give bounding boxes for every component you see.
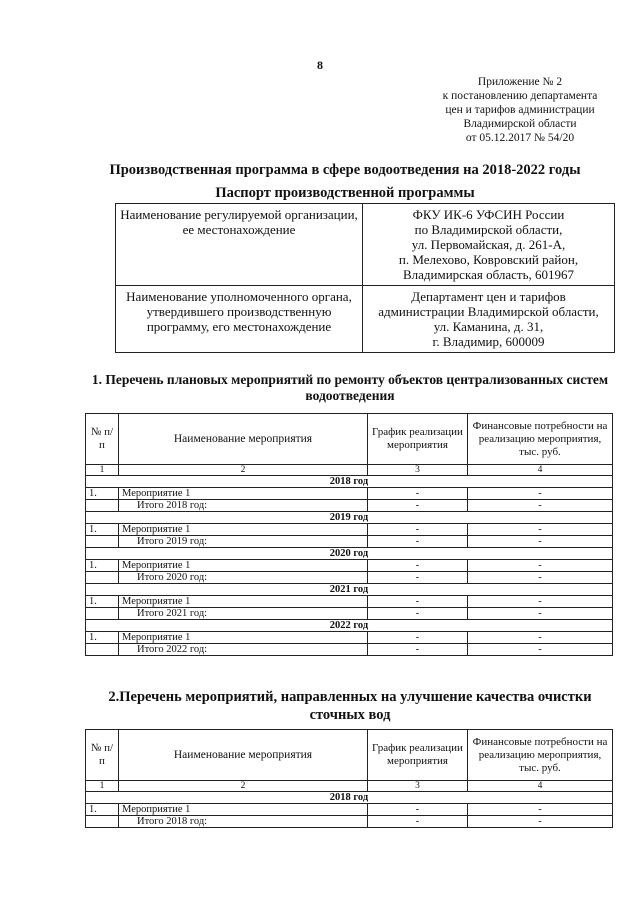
- empty-cell: [86, 536, 119, 548]
- column-number-row: [86, 465, 613, 476]
- header-cell: № п/п: [86, 414, 119, 465]
- value-line: администрации Владимирской области,: [378, 304, 599, 319]
- header-cell: Наименование мероприятия: [119, 730, 368, 781]
- table-row: [86, 488, 613, 500]
- item-name: Мероприятие 1: [119, 488, 368, 500]
- value-line: ул. Первомайская, д. 261-А,: [411, 237, 566, 252]
- schedule-cell: -: [368, 524, 468, 536]
- year-row: [86, 584, 613, 596]
- schedule-cell: -: [368, 816, 468, 828]
- total-row: [86, 500, 613, 512]
- total-row: [86, 644, 613, 656]
- total-label: Итого 2018 год:: [119, 500, 368, 512]
- finance-cell: -: [468, 596, 613, 608]
- value-line: Владимирская область, 601967: [403, 267, 574, 282]
- column-number: 2: [119, 465, 368, 476]
- schedule-cell: -: [368, 488, 468, 500]
- section2-title: 2.Перечень мероприятий, направленных на улучшение качества очистки сточных вод: [108, 689, 592, 723]
- empty-cell: [86, 816, 119, 828]
- header-cell: № п/п: [86, 730, 119, 781]
- total-label: Итого 2022 год:: [119, 644, 368, 656]
- finance-cell: -: [468, 608, 613, 620]
- total-row: [86, 816, 613, 828]
- schedule-cell: -: [368, 536, 468, 548]
- column-number-row: [86, 781, 613, 792]
- item-number: 1.: [86, 804, 119, 816]
- column-number: 1: [86, 781, 119, 792]
- schedule-cell: -: [368, 596, 468, 608]
- passport-title: Паспорт производственной программы: [215, 185, 475, 201]
- column-number: 3: [368, 781, 468, 792]
- header-cell: Финансовые потребности на реализацию мероприятия, тыс. руб.: [468, 414, 613, 465]
- page-number: 8: [317, 58, 323, 72]
- passport-label: Наименование уполномоченного органа, утвердившего производственную программу, его местонахождение: [116, 286, 363, 353]
- finance-cell: -: [468, 572, 613, 584]
- column-number: 3: [368, 465, 468, 476]
- empty-cell: [86, 500, 119, 512]
- appendix-block: [420, 75, 620, 145]
- item-number: 1.: [86, 488, 119, 500]
- header-cell: График реализации мероприятия: [368, 730, 468, 781]
- value-line: Департамент цен и тарифов: [411, 289, 566, 304]
- header-cell: График реализации мероприятия: [368, 414, 468, 465]
- finance-cell: -: [468, 524, 613, 536]
- item-number: 1.: [86, 560, 119, 572]
- column-number: 1: [86, 465, 119, 476]
- table-row: [86, 524, 613, 536]
- passport-row: [116, 286, 615, 353]
- header-cell: Наименование мероприятия: [119, 414, 368, 465]
- finance-cell: -: [468, 816, 613, 828]
- year-row: [86, 512, 613, 524]
- item-name: Мероприятие 1: [119, 560, 368, 572]
- item-name: Мероприятие 1: [119, 632, 368, 644]
- total-label: Итого 2019 год:: [119, 536, 368, 548]
- total-row: [86, 608, 613, 620]
- finance-cell: -: [468, 804, 613, 816]
- column-number: 2: [119, 781, 368, 792]
- table-row: [86, 632, 613, 644]
- finance-cell: -: [468, 644, 613, 656]
- year-label: 2018 год: [86, 792, 613, 804]
- appendix-line: Владимирской области: [463, 118, 577, 130]
- empty-cell: [86, 608, 119, 620]
- item-number: 1.: [86, 596, 119, 608]
- total-label: Итого 2020 год:: [119, 572, 368, 584]
- item-number: 1.: [86, 524, 119, 536]
- total-row: [86, 572, 613, 584]
- year-label: 2020 год: [86, 548, 613, 560]
- year-label: 2018 год: [86, 476, 613, 488]
- header-row: [86, 730, 613, 781]
- total-row: [86, 536, 613, 548]
- table-row: [86, 596, 613, 608]
- finance-cell: -: [468, 536, 613, 548]
- value-line: г. Владимир, 600009: [432, 334, 545, 349]
- total-label: Итого 2021 год:: [119, 608, 368, 620]
- value-line: п. Мелехово, Ковровский район,: [398, 252, 579, 267]
- schedule-cell: -: [368, 500, 468, 512]
- schedule-cell: -: [368, 644, 468, 656]
- appendix-line: от 05.12.2017 № 54/20: [465, 132, 575, 144]
- year-row: [86, 548, 613, 560]
- year-label: 2022 год: [86, 620, 613, 632]
- year-row: [86, 620, 613, 632]
- schedule-cell: -: [368, 560, 468, 572]
- value-line: ФКУ ИК-6 УФСИН России: [412, 207, 565, 222]
- passport-value: [363, 204, 615, 286]
- section2-table: [85, 729, 613, 828]
- schedule-cell: -: [368, 804, 468, 816]
- finance-cell: -: [468, 632, 613, 644]
- year-row: [86, 792, 613, 804]
- appendix-line: к постановлению департамента: [442, 90, 598, 102]
- document-title: Производственная программа в сфере водоотведения на 2018-2022 годы: [109, 162, 581, 178]
- empty-cell: [86, 572, 119, 584]
- appendix-line: цен и тарифов администрации: [445, 104, 595, 116]
- header-row: [86, 414, 613, 465]
- year-row: [86, 476, 613, 488]
- schedule-cell: -: [368, 572, 468, 584]
- table-row: [86, 560, 613, 572]
- item-name: Мероприятие 1: [119, 804, 368, 816]
- column-number: 4: [468, 781, 613, 792]
- section1-table: [85, 413, 613, 656]
- item-name: Мероприятие 1: [119, 596, 368, 608]
- item-number: 1.: [86, 632, 119, 644]
- schedule-cell: -: [368, 608, 468, 620]
- passport-label: Наименование регулируемой организации, ее местонахождение: [116, 204, 363, 286]
- passport-row: [116, 204, 615, 286]
- header-cell: Финансовые потребности на реализацию мероприятия, тыс. руб.: [468, 730, 613, 781]
- finance-cell: -: [468, 488, 613, 500]
- table-row: [86, 804, 613, 816]
- value-line: ул. Каманина, д. 31,: [433, 319, 544, 334]
- appendix-line: Приложение № 2: [477, 76, 563, 88]
- schedule-cell: -: [368, 632, 468, 644]
- passport-value: [363, 286, 615, 353]
- column-number: 4: [468, 465, 613, 476]
- item-name: Мероприятие 1: [119, 524, 368, 536]
- finance-cell: -: [468, 560, 613, 572]
- value-line: по Владимирской области,: [414, 222, 563, 237]
- finance-cell: -: [468, 500, 613, 512]
- empty-cell: [86, 644, 119, 656]
- passport-table: [115, 203, 615, 353]
- section1-title: 1. Перечень плановых мероприятий по ремонту объектов централизованных систем водоотведения: [91, 372, 609, 403]
- year-label: 2021 год: [86, 584, 613, 596]
- year-label: 2019 год: [86, 512, 613, 524]
- total-label: Итого 2018 год:: [119, 816, 368, 828]
